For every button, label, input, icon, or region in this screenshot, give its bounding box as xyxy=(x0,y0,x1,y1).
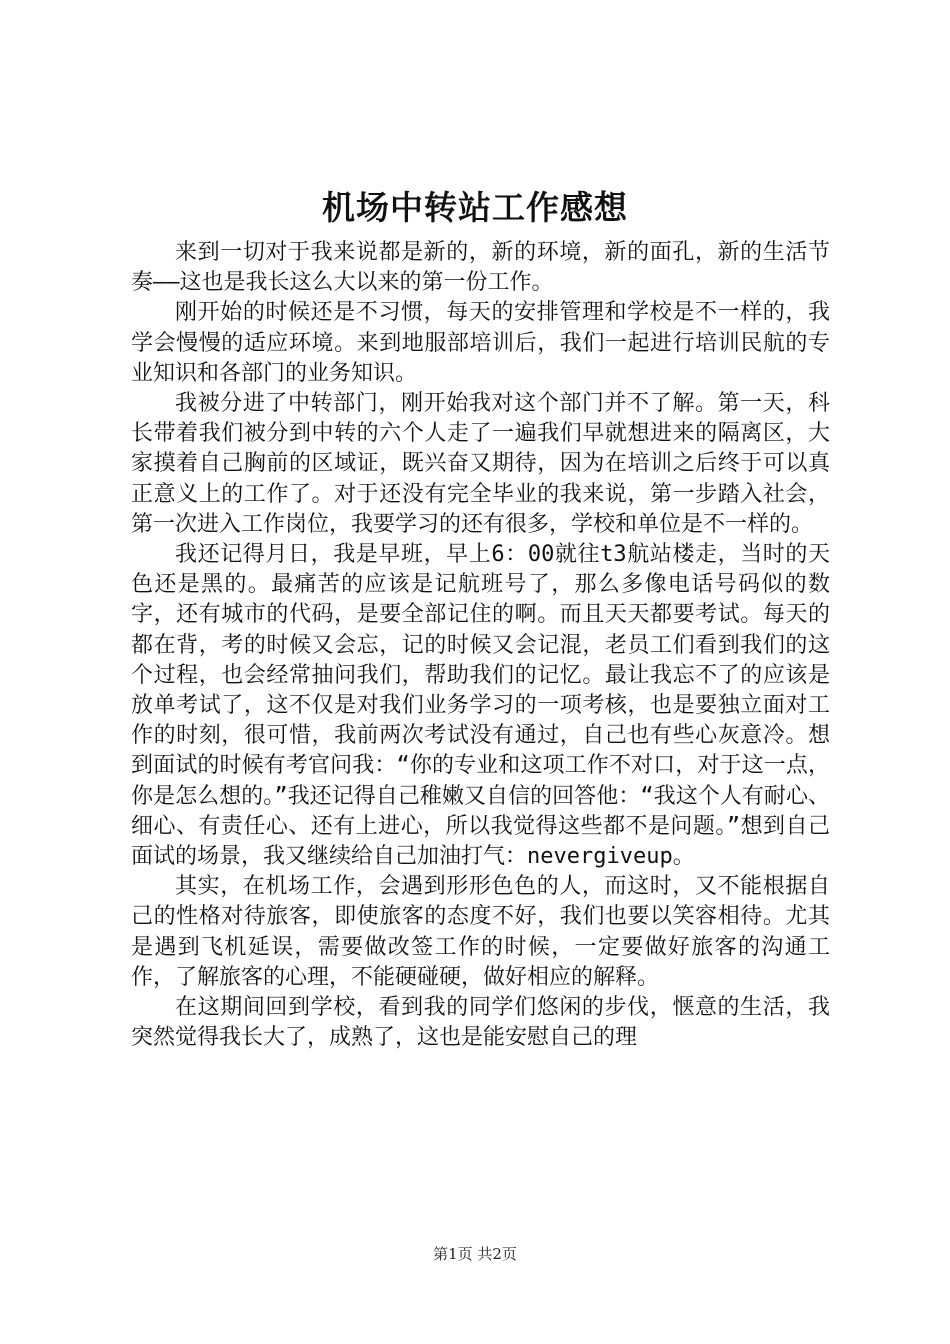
document-title: 机场中转站工作感想 xyxy=(322,188,628,227)
document-body xyxy=(131,238,830,1053)
paragraph: 我还记得月日，我是早班，早上6：00就往t3航站楼走，当时的天色还是黑的。最痛苦的应该是记航班号了，那么多像电话号码似的数字，还有城市的代码，是要全部记住的啊。而且天天都要考试。每天的都在背，考的时候又会忘，记的时候又会记混，老员工们看到我们的这个过程，也会经常抽问我们，帮助我们的记忆。最让我忘不了的应该是放单考试了，这不仅是对我们业务学习的一项考核，也是要独立面对工作的时刻，很可惜，我前两次考试没有通过，自己也有些心灰意冷。想到面试的时候有考官问我：“你的专业和这项工作不对口，对于这一点，你是怎么想的。”我还记得自己稚嫩又自信的回答他：“我这个人有耐心、细心、有责任心、还有上进心，所以我觉得这些都不是问题。”想到自己面试的场景，我又继续给自己加油打气：nevergiveup。 xyxy=(131,542,830,870)
paragraph: 其实，在机场工作，会遇到形形色色的人，而这时，又不能根据自己的性格对待旅客，即使旅客的态度不好，我们也要以笑容相待。尤其是遇到飞机延误，需要做改签工作的时候，一定要做好旅客的沟通工作，了解旅客的心理，不能硬碰硬，做好相应的解释。 xyxy=(131,874,830,990)
paragraph: 在这期间回到学校，看到我的同学们悠闲的步伐，惬意的生活，我突然觉得我长大了，成熟了，这也是能安慰自己的理 xyxy=(131,995,830,1051)
paragraph: 刚开始的时候还是不习惯，每天的安排管理和学校是不一样的，我学会慢慢的适应环境。来到地服部培训后，我们一起进行培训民航的专业知识和各部门的业务知识。 xyxy=(131,300,830,386)
paragraph: 我被分进了中转部门，刚开始我对这个部门并不了解。第一天，科长带着我们被分到中转的六个人走了一遍我们早就想进来的隔离区，大家摸着自己胸前的区域证，既兴奋又期待，因为在培训之后终于可以真正意义上的工作了。对于还没有完全毕业的我来说，第一步踏入社会，第一次进入工作岗位，我要学习的还有很多，学校和单位是不一样的。 xyxy=(131,391,830,537)
page-number-footer: 第1页 共2页 xyxy=(433,1245,517,1263)
paragraph: 来到一切对于我来说都是新的，新的环境，新的面孔，新的生活节奏——这也是我长这么大以来的第一份工作。 xyxy=(131,240,830,296)
